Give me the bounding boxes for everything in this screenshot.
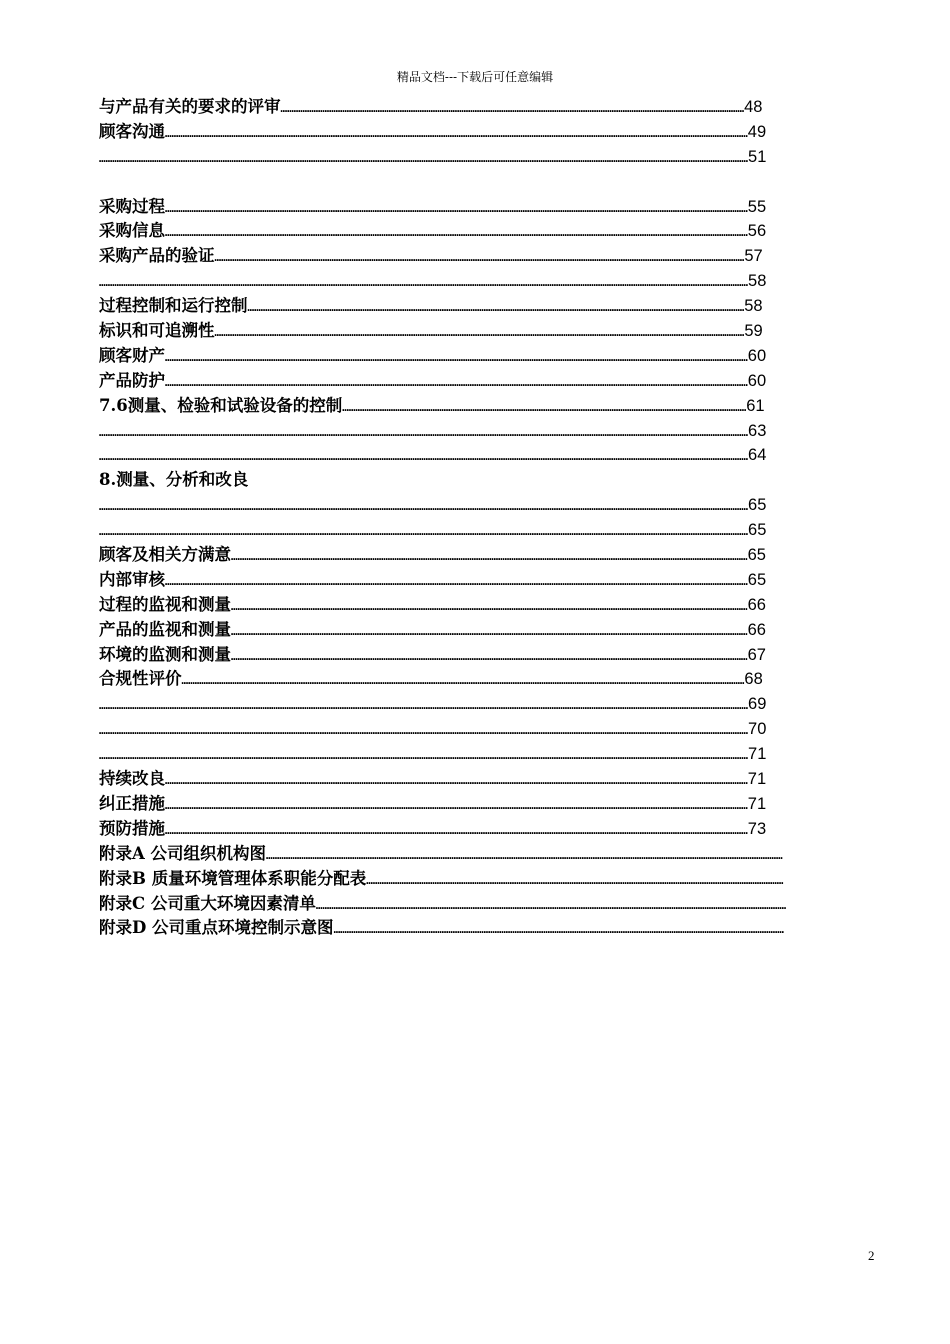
toc-entry-title: 采购信息 [99,221,165,241]
toc-entry[interactable] [99,369,819,394]
toc-entry-page: 70 [748,720,767,739]
toc-entry-title: 预防措施 [99,818,165,838]
toc-entry-page: 48 [744,98,763,116]
toc-entry-leader-dots: ……………………………………………………………………………………………………………………………………………………………………… [366,873,784,887]
toc-entry-page: 69 [748,695,767,714]
toc-entry[interactable] [99,643,819,668]
toc-entry-title: 产品的监视和测量 [99,619,231,639]
toc-entry-title: 标识和可追溯性 [99,321,215,341]
toc-entry-leader-dots: ………………………………………………………………………………………………………………………………………………………………………………………………………………………………………… [165,226,748,240]
toc-entry-title: 环境的监测和测量 [99,644,231,664]
toc-entry[interactable] [99,518,819,543]
toc-entry[interactable] [99,244,819,269]
toc-entry-leader-dots: …………………………………………………………………………………………………………………………………………………………………………………………………………………………………………………………………… [99,450,749,464]
toc-entry-leader-dots: …………………………………………………………………………………………………………………………………………………………………………………………………………………………………………………………………… [99,276,749,290]
toc-entry-leader-dots: ………………………………………………………………………………………………………………………………………………………………………………………… [280,102,745,115]
toc-entry-title: 顾客及相关方满意 [99,545,231,565]
toc-entry-page: 68 [744,670,763,689]
toc-entry-title: 采购过程 [99,196,165,216]
toc-entry-title: 采购产品的验证 [99,246,215,266]
toc-entry-page: 66 [747,595,766,614]
toc-entry[interactable] [99,792,819,817]
toc-entry[interactable] [99,468,819,493]
toc-entry-leader-dots: ………………………………………………………………………………………………………………………………………………………………… [342,400,747,414]
toc-entry[interactable] [99,867,819,892]
toc-entry-page: 67 [747,645,766,664]
toc-entry[interactable] [99,767,819,792]
toc-entry[interactable] [99,319,819,344]
toc-entry-page: 58 [744,297,763,316]
toc-entry-title: 与产品有关的要求的评审 [99,97,281,116]
toc-entry[interactable] [99,95,819,120]
toc-entry-page: 61 [746,396,765,415]
toc-entry[interactable] [99,667,819,692]
toc-entry-page: 60 [747,346,767,365]
toc-entry-leader-dots: …………………………………………………………………………………………………………………………………………………………………………………… [333,923,784,937]
toc-entry[interactable] [99,568,819,593]
toc-entry-leader-dots: ……………………………………………………………………………………………………………………………………………………………………………………………………………… [231,550,748,564]
toc-entry-leader-dots: ……………………………………………………………………………………………………………………………………………………………………………………………………………… [266,848,783,862]
toc-entry[interactable] [99,842,819,867]
toc-entry[interactable] [99,419,819,444]
toc-entry-title: 附录B 质量环境管理体系职能分配表 [99,868,367,888]
toc-entry[interactable] [99,593,819,618]
toc-entry-page: 56 [747,222,767,241]
toc-entry-page: 71 [747,770,767,789]
toc-entry-page: 57 [744,247,763,266]
toc-entry[interactable] [99,493,819,518]
toc-entry-page: 64 [748,446,767,465]
toc-entry-title: 过程控制和运行控制 [99,296,248,316]
toc-entry-page: 59 [744,322,763,341]
toc-entry-leader-dots: …………………………………………………………………………………………………………………………………………………………………………………………………………………… [214,326,745,340]
toc-entry-leader-dots: …………………………………………………………………………………………………………………………………………………………………………………………………………………………………………………………………… [99,699,749,713]
toc-entry-page: 65 [747,546,766,565]
toc-entry[interactable] [99,717,819,742]
toc-entry-page: 51 [748,147,767,166]
toc-entry[interactable] [99,692,819,717]
toc-entry-leader-dots: ………………………………………………………………………………………………………………………………………………………………………………………………………………………………………… [165,375,748,389]
toc-entry-leader-dots: ………………………………………………………………………………………………………………………………………………………………………………………………………………………………………… [165,774,748,788]
toc-entry[interactable] [99,120,819,145]
toc-entry-leader-dots: ………………………………………………………………………………………………………………………………………………………………………………………………………………………………………… [165,798,748,812]
toc-entry-page: 58 [748,272,767,291]
toc-entry[interactable] [99,817,819,842]
toc-entry-leader-dots: ……………………………………………………………………………………………………………………………………………………………………………………………………… [247,301,745,315]
toc-entry-leader-dots: …………………………………………………………………………………………………………………………………………………………………………………………………………………………………………………………………… [99,749,749,763]
toc-entry-page: 49 [747,122,767,141]
toc-entry-leader-dots: …………………………………………………………………………………………………………………………………………………………………………………………… [315,898,787,912]
toc-entry-title: 内部审核 [99,569,165,589]
toc-entry-title: 8.测量、分析和改良 [99,470,249,490]
toc-entry-page: 55 [747,197,767,216]
toc-entry-leader-dots: ………………………………………………………………………………………………………………………………………………………………………………………………………………………………………… [165,201,748,215]
page-header: 精品文档---下载后可任意编辑 [396,70,554,84]
toc-entry-leader-dots: ………………………………………………………………………………………………………………………………………………………………………………………………………………………………………… [165,574,748,588]
toc-entry-title: 附录C 公司重大环境因素清单 [99,893,316,913]
toc-entry[interactable] [99,219,819,244]
toc-entry-leader-dots: …………………………………………………………………………………………………………………………………………………………………………………………………………………………………………………………………… [99,724,749,738]
toc-entry-title: 附录A 公司组织机构图 [99,843,267,863]
toc-entry-title: 7.6测量、检验和试验设备的控制 [99,395,343,415]
toc-entry[interactable] [99,892,819,917]
toc-entry-leader-dots: ……………………………………………………………………………………………………………………………………………………………………………………………………………… [231,624,748,638]
toc-entry-page: 60 [747,371,767,390]
toc-entry[interactable] [99,269,819,294]
toc-entry-title: 产品防护 [99,370,165,390]
toc-entry-leader-dots: …………………………………………………………………………………………………………………………………………………………………………………………………………………… [214,251,745,265]
toc-entry[interactable] [99,294,819,319]
toc-entry[interactable] [99,543,819,568]
page-number: 2 [868,1248,875,1263]
toc-entry-title: 合规性评价 [99,669,182,689]
toc-entry-title: 顾客财产 [99,345,165,365]
toc-entry-leader-dots: …………………………………………………………………………………………………………………………………………………………………………………………………………………………………………………………………… [99,425,749,439]
toc-entry[interactable] [99,344,819,369]
toc-entry-title: 纠正措施 [99,793,165,813]
toc-entry-title: 过程的监视和测量 [99,594,231,614]
toc-entry-leader-dots: ……………………………………………………………………………………………………………………………………………………………………………………………………………… [231,599,748,613]
toc-entry[interactable] [99,145,819,170]
toc-entry-leader-dots: ………………………………………………………………………………………………………………………………………………………………………………………………………………………………………… [165,823,748,837]
toc-entry-leader-dots: …………………………………………………………………………………………………………………………………………………………………………………………………………………………………………………………………… [99,151,749,165]
toc-entry[interactable] [99,742,819,767]
toc-entry-title: 持续改良 [99,769,165,789]
toc-entry-page: 65 [747,570,767,589]
toc-entry-leader-dots: …………………………………………………………………………………………………………………………………………………………………………………………………………………………………………………………………… [99,525,749,539]
toc-entry[interactable] [99,916,819,941]
toc-entry-page: 73 [747,819,767,838]
toc-entry-page: 63 [748,421,767,440]
toc-entry-page: 71 [747,794,767,813]
toc-entry-page: 65 [748,521,767,540]
toc-entry[interactable] [99,618,819,643]
toc-entry-title: 顾客沟通 [99,121,165,141]
toc-entry-title: 附录D 公司重点环境控制示意图 [99,918,334,938]
toc-entry-page: 71 [748,745,767,764]
toc-entry-leader-dots: …………………………………………………………………………………………………………………………………………………………………………………………………………………………………………………………………… [99,500,749,514]
toc-entry[interactable] [99,195,819,220]
toc-entry-leader-dots: ………………………………………………………………………………………………………………………………………………………………………………………………………………………………………… [165,126,748,140]
toc-entry[interactable] [99,394,819,419]
toc-entry-page: 66 [747,620,766,639]
toc-entry-leader-dots: ……………………………………………………………………………………………………………………………………………………………………………………………………………… [231,649,748,663]
toc-entry-page: 65 [748,496,767,515]
toc-entry[interactable] [99,443,819,468]
toc-entry-leader-dots: ………………………………………………………………………………………………………………………………………………………………………………………………………………………………… [181,674,745,688]
table-of-contents [99,95,819,941]
toc-entry[interactable] [99,170,819,195]
toc-entry-leader-dots: ………………………………………………………………………………………………………………………………………………………………………………………………………………………………………… [165,350,748,364]
